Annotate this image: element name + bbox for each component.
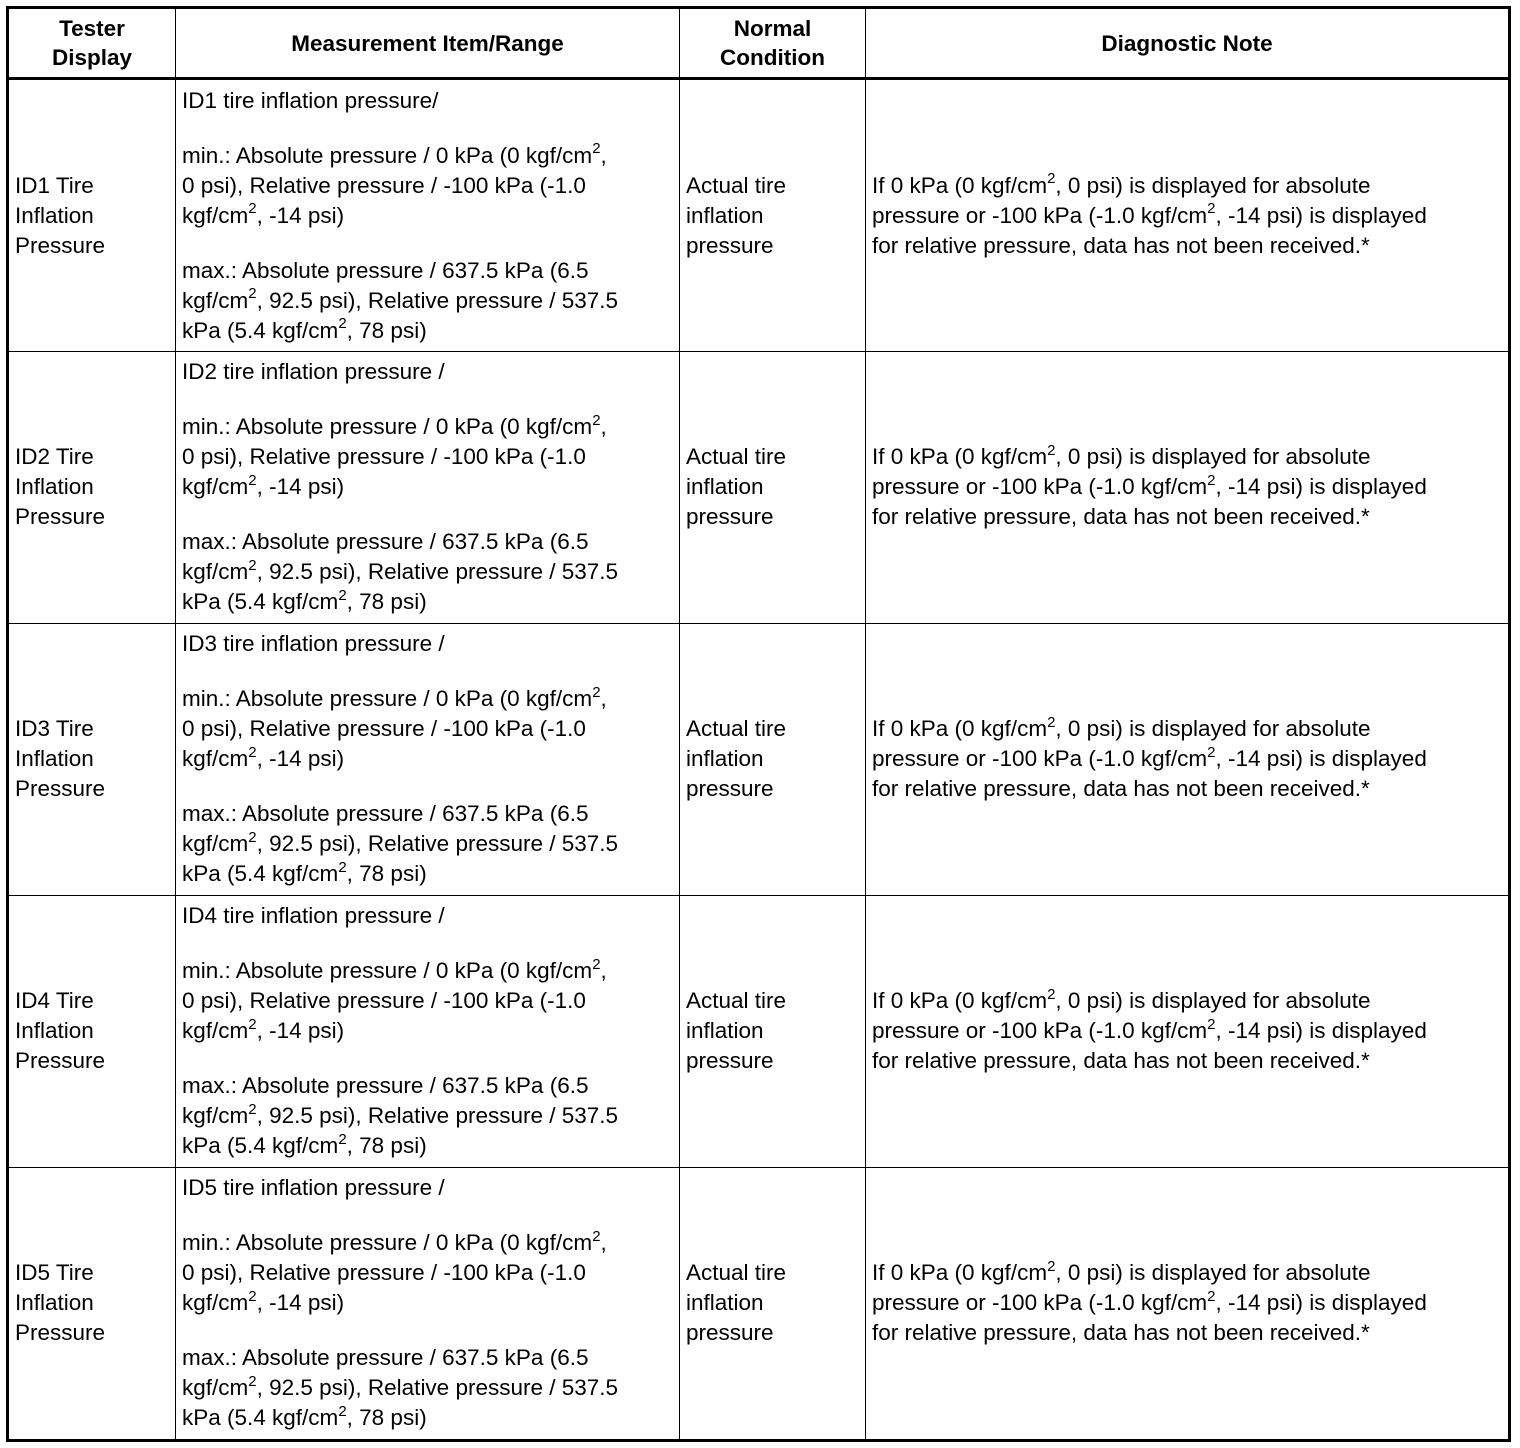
display-line: Inflation — [15, 1290, 94, 1316]
measurement-item-label: ID3 tire inflation pressure / — [182, 631, 445, 657]
max-range-text: kPa (5.4 kgf/$cm^2$, 78 psi) — [182, 1402, 427, 1431]
diagnostic-note-line: for relative pressure, data has not been received.* — [872, 1048, 1370, 1074]
min-range-text: min.: Absolute pressure / 0 kPa (0 kgf/$cm^2$, — [182, 411, 607, 440]
min-range-text: min.: Absolute pressure / 0 kPa (0 kgf/$cm^2$, — [182, 1227, 607, 1256]
min-range-text: min.: Absolute pressure / 0 kPa (0 kgf/$cm^2$, — [182, 683, 607, 712]
min-range-text: kgf/$cm^2$, -14 psi) — [182, 1287, 345, 1316]
measurement-item-cell — [176, 895, 680, 1167]
diagnostic-note-line: If 0 kPa (0 kgf/$cm^2$, 0 psi) is displayed for absolute — [872, 441, 1371, 470]
header-label: Tester — [59, 16, 125, 41]
display-line: ID1 Tire — [15, 172, 94, 198]
min-range-text: 0 psi), Relative pressure / -100 kPa (-1.0 — [182, 172, 586, 198]
table-row — [8, 79, 1510, 352]
display-line: Pressure — [15, 1048, 106, 1074]
max-range-text: max.: Absolute pressure / 637.5 kPa (6.5 — [182, 529, 589, 555]
min-range-text: 0 psi), Relative pressure / -100 kPa (-1.0 — [182, 716, 586, 742]
header-normal-condition — [680, 8, 866, 79]
measurement-item-label: ID1 tire inflation pressure/ — [182, 87, 439, 113]
diagnostic-note-cell — [866, 1167, 1510, 1440]
max-range-text: max.: Absolute pressure / 637.5 kPa (6.5 — [182, 257, 589, 283]
diagnostic-note-line: If 0 kPa (0 kgf/$cm^2$, 0 psi) is displayed for absolute — [872, 985, 1371, 1014]
max-range-text: kPa (5.4 kgf/$cm^2$, 78 psi) — [182, 858, 427, 887]
max-range-text: kgf/$cm^2$, 92.5 psi), Relative pressure / 537.5 — [182, 556, 619, 585]
measurement-item-cell — [176, 623, 680, 895]
display-line: Pressure — [15, 232, 106, 258]
max-range-text: kgf/$cm^2$, 92.5 psi), Relative pressure / 537.5 — [182, 285, 619, 313]
max-range-text: kgf/$cm^2$, 92.5 psi), Relative pressure / 537.5 — [182, 828, 619, 857]
normal-condition-line: Actual tire — [686, 988, 787, 1014]
diagnostic-note-line: pressure or -100 kPa (-1.0 kgf/$cm^2$, -14 psi) is displayed — [872, 200, 1427, 228]
max-range-text: max.: Absolute pressure / 637.5 kPa (6.5 — [182, 801, 589, 827]
max-range-text: kPa (5.4 kgf/$cm^2$, 78 psi) — [182, 586, 427, 615]
min-range-text: 0 psi), Relative pressure / -100 kPa (-1.0 — [182, 1260, 586, 1286]
diagnostic-note-cell — [866, 623, 1510, 895]
normal-condition-cell — [680, 352, 866, 624]
header-label: Display — [51, 45, 133, 70]
normal-condition-line: pressure — [686, 776, 774, 802]
table-header-row — [8, 8, 1510, 79]
max-range-text: max.: Absolute pressure / 637.5 kPa (6.5 — [182, 1345, 589, 1371]
header-tester-display — [8, 8, 176, 79]
normal-condition-line: Actual tire — [686, 1260, 787, 1286]
diagnostic-note-line: pressure or -100 kPa (-1.0 kgf/$cm^2$, -14 psi) is displayed — [872, 1287, 1427, 1316]
table-row — [8, 1167, 1510, 1440]
normal-condition-cell — [680, 895, 866, 1167]
normal-condition-cell — [680, 1167, 866, 1440]
display-line: Inflation — [15, 202, 94, 228]
diagnostic-note-line: If 0 kPa (0 kgf/$cm^2$, 0 psi) is displayed for absolute — [872, 713, 1371, 742]
table-row — [8, 352, 1510, 624]
normal-condition-line: Actual tire — [686, 172, 787, 198]
header-label: Diagnostic Note — [1101, 30, 1273, 56]
measurement-item-label: ID2 tire inflation pressure / — [182, 359, 445, 385]
normal-condition-line: inflation — [686, 1290, 764, 1316]
diagnostic-note-cell — [866, 352, 1510, 624]
min-range-text: 0 psi), Relative pressure / -100 kPa (-1.0 — [182, 988, 586, 1014]
diagnostic-note-line: for relative pressure, data has not been received.* — [872, 232, 1370, 258]
display-line: Pressure — [15, 776, 106, 802]
max-range-text: max.: Absolute pressure / 637.5 kPa (6.5 — [182, 1073, 589, 1099]
diagnostic-note-cell — [866, 79, 1510, 352]
normal-condition-cell — [680, 79, 866, 352]
display-line: Inflation — [15, 474, 94, 500]
normal-condition-cell — [680, 623, 866, 895]
tester-display-cell — [8, 79, 176, 352]
diagnostic-note-line: If 0 kPa (0 kgf/$cm^2$, 0 psi) is displayed for absolute — [872, 1257, 1371, 1286]
tester-display-table — [6, 6, 1511, 1442]
measurement-item-cell — [176, 1167, 680, 1440]
measurement-item-label: ID4 tire inflation pressure / — [182, 903, 445, 929]
normal-condition-line: pressure — [686, 1320, 774, 1346]
display-line: ID5 Tire — [15, 1260, 94, 1286]
normal-condition-line: pressure — [686, 232, 774, 258]
header-measurement-item — [176, 8, 680, 79]
min-range-text: min.: Absolute pressure / 0 kPa (0 kgf/$cm^2$, — [182, 140, 607, 168]
display-line: Pressure — [15, 504, 106, 530]
max-range-text: kPa (5.4 kgf/$cm^2$, 78 psi) — [182, 315, 427, 343]
normal-condition-line: inflation — [686, 746, 764, 772]
normal-condition-line: inflation — [686, 202, 764, 228]
normal-condition-line: pressure — [686, 504, 774, 530]
header-label: Measurement Item/Range — [291, 30, 564, 56]
header-label: Normal — [733, 16, 812, 41]
diagnostic-note-line: pressure or -100 kPa (-1.0 kgf/$cm^2$, -14 psi) is displayed — [872, 743, 1427, 772]
diagnostic-note-line: pressure or -100 kPa (-1.0 kgf/$cm^2$, -14 psi) is displayed — [872, 471, 1427, 500]
display-line: Inflation — [15, 1018, 94, 1044]
normal-condition-line: inflation — [686, 1018, 764, 1044]
normal-condition-line: Actual tire — [686, 716, 787, 742]
min-range-text: kgf/$cm^2$, -14 psi) — [182, 1015, 345, 1044]
tester-display-cell — [8, 1167, 176, 1440]
min-range-text: 0 psi), Relative pressure / -100 kPa (-1.0 — [182, 444, 586, 470]
display-line: Inflation — [15, 746, 94, 772]
diagnostic-note-line: pressure or -100 kPa (-1.0 kgf/$cm^2$, -14 psi) is displayed — [872, 1015, 1427, 1044]
min-range-text: kgf/$cm^2$, -14 psi) — [182, 743, 345, 772]
tester-display-cell — [8, 895, 176, 1167]
diagnostic-note-cell — [866, 895, 1510, 1167]
display-line: ID3 Tire — [15, 716, 94, 742]
max-range-text: kPa (5.4 kgf/$cm^2$, 78 psi) — [182, 1130, 427, 1159]
max-range-text: kgf/$cm^2$, 92.5 psi), Relative pressure / 537.5 — [182, 1372, 619, 1401]
display-line: ID2 Tire — [15, 444, 94, 470]
table-row — [8, 895, 1510, 1167]
tester-display-cell — [8, 623, 176, 895]
normal-condition-line: pressure — [686, 1048, 774, 1074]
min-range-text: kgf/$cm^2$, -14 psi) — [182, 471, 345, 500]
diagnostic-note-line: for relative pressure, data has not been received.* — [872, 776, 1370, 802]
diagnostic-note-line: for relative pressure, data has not been received.* — [872, 1320, 1370, 1346]
diagnostic-note-line: for relative pressure, data has not been received.* — [872, 504, 1370, 530]
normal-condition-line: Actual tire — [686, 444, 787, 470]
max-range-text: kgf/$cm^2$, 92.5 psi), Relative pressure / 537.5 — [182, 1100, 619, 1129]
header-diagnostic-note — [866, 8, 1510, 79]
display-line: Pressure — [15, 1320, 106, 1346]
diagnostic-note-line: If 0 kPa (0 kgf/$cm^2$, 0 psi) is displayed for absolute — [872, 170, 1371, 198]
min-range-text: kgf/$cm^2$, -14 psi) — [182, 200, 345, 228]
header-label: Condition — [720, 45, 825, 70]
table-row — [8, 623, 1510, 895]
display-line: ID4 Tire — [15, 988, 94, 1014]
min-range-text: min.: Absolute pressure / 0 kPa (0 kgf/$cm^2$, — [182, 955, 607, 984]
measurement-item-cell — [176, 352, 680, 624]
measurement-item-label: ID5 tire inflation pressure / — [182, 1175, 445, 1201]
tester-display-cell — [8, 352, 176, 624]
normal-condition-line: inflation — [686, 474, 764, 500]
measurement-item-cell — [176, 79, 680, 352]
